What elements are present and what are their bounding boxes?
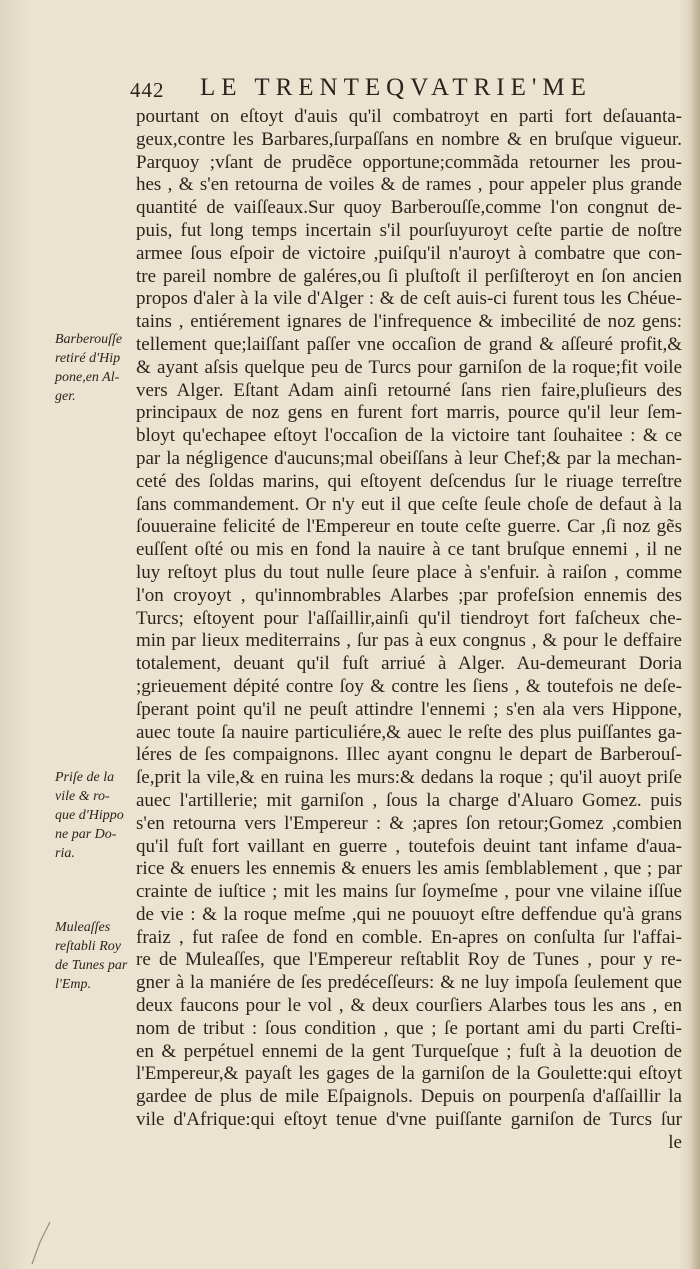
body-line: hes , & s'en retourna de voiles & de rames , pour appeler plus grande	[136, 174, 682, 196]
body-line: en & perpétuel ennemi de la gent Turqueſque ; fuſt à la deuotion de	[136, 1040, 682, 1062]
body-line: qu'il fuſt fort vaillant en guerre , toutefois deuint tant infame d'aua-	[136, 835, 682, 857]
body-line: pourtant on eſtoyt d'auis qu'il combatroyt en parti fort deſauanta-	[136, 106, 682, 127]
body-line: vers Alger. Eſtant Adam ainſi retourné ſans rien faire,pluſieurs des	[136, 379, 682, 401]
body-line: puis, fut long temps incertain s'il pourſuyuroyt ceſte partie de noſtre	[136, 219, 682, 241]
body-line: fraiz , fut raſee de fond en comble. En-apres on conſulta ſur l'affai-	[136, 926, 682, 948]
body-line: euſſent oſté ou mis en fond la nauire à ce tant bruſque ennemi , il ne	[136, 539, 682, 561]
side-note-line: l'Emp.	[55, 977, 92, 992]
body-line: s'en retourna vers l'Empereur : & ;apres ſon retour;Gomez ,combien	[136, 812, 682, 834]
body-line: gardee de plus de mile Eſpaignols. Depuis on pourpenſa d'aſſaillir la	[136, 1086, 682, 1108]
body-line: rice & enuers les ennemis & enuers les amis ſemblablement , que ; par	[136, 858, 682, 880]
side-note-line: pone,en Al-	[55, 370, 120, 385]
body-line: Parquoy ;vſant de prudẽce opportune;commãda retourner les prou-	[136, 151, 682, 173]
side-note-line: ne par Do-	[55, 827, 117, 842]
body-line: tellement que;laiſſant paſſer vne occaſion de grand & aſſeuré profit,&	[136, 333, 682, 355]
body-line: léres de ſes compaignons. Illec ayant congnu le depart de Barberouſ-	[136, 744, 682, 766]
page-corner-fold-mark	[28, 1220, 58, 1265]
body-line: crainte de iuſtice ; mit les mains ſur ſoymeſme , pour vne vilaine iſſue	[136, 881, 682, 903]
body-line: quantité de vaiſſeaux.Sur quoy Barberouſſe,comme l'on congnut de-	[136, 197, 682, 219]
body-line: ſe,prit la vile,& en ruina les murs:& dedans la roque ; qu'il auoyt priſe	[136, 767, 682, 789]
body-line: totalement, deuant qu'il fuſt arriué à Alger. Au-demeurant Doria	[136, 653, 682, 675]
body-line: de vie : & la roque meſme ,qui ne pouuoyt eſtre deffendue qu'à grans	[136, 903, 682, 925]
body-line: re de Muleaſſes, que l'Empereur reſtablit Roy de Tunes , pour y re-	[136, 949, 682, 971]
page-edge-shadow	[690, 0, 700, 1269]
body-text	[136, 106, 682, 1155]
body-line: bloyt qu'echapee eſtoyt l'occaſion de la victoire tant ſouhaitee : & ce	[136, 425, 682, 447]
side-note-prise-hippone	[55, 768, 135, 863]
side-note-line: Priſe de la	[55, 770, 115, 785]
side-note-line: reſtabli Roy	[55, 939, 121, 954]
page-number: 442	[130, 78, 165, 102]
body-line: principaux de noz gens en furent fort marris, pource qu'il leur ſem-	[136, 402, 682, 424]
side-note-line: Barberouſſe	[55, 332, 123, 347]
side-note-line: ria.	[55, 846, 75, 861]
side-note-line: de Tunes par	[55, 958, 128, 973]
body-line: ſperant point qu'il ne peuſt attindre l'ennemi ; s'en ala vers Hippone,	[136, 698, 682, 720]
side-note-line: ger.	[55, 389, 76, 404]
body-line: l'Empereur,& payaſt les gages de la garniſon de la Goulette:qui eſtoyt	[136, 1063, 682, 1085]
side-note-line: Muleaſſes	[55, 920, 111, 935]
body-line: le	[668, 1131, 682, 1153]
body-line: par la négligence d'aucuns;mal obeiſſans à leur Chef;& par la mechan-	[136, 447, 682, 469]
body-line: ſans commandement. Or n'y eut il que ceſte ſeule choſe de defaut à la	[136, 493, 682, 515]
body-line: ;grieuement dépité contre ſoy & contre les ſiens , & toutefois ne deſe-	[136, 675, 682, 697]
body-line: ceté des ſoldas marins, qui eſtoyent deſcendus ſur le riuage terreſtre	[136, 470, 682, 492]
body-line: tre pareil nombre de galéres,ou ſi pluſtoſt il perſiſteroyt en ſon ancien	[136, 265, 682, 287]
body-line: min par lieux mediterrains , ſur pas à eux congnus , & pour le deffaire	[136, 630, 682, 652]
body-line: gner à la maniére de ſes predéceſſeurs: & ne luy impoſa ſeulement que	[136, 972, 682, 994]
body-line: propos d'aler à la vile d'Alger : & de ceſt auis-ci furent tous les Chéue-	[136, 288, 682, 310]
side-note-barberousse	[55, 330, 135, 406]
side-note-line: que d'Hippo	[55, 808, 124, 823]
body-line: auec l'artillerie; mit garniſon , ſous la charge d'Aluaro Gomez. puis	[136, 789, 682, 811]
body-line: & ayant aſsis quelque peu de Turcs pour garniſon de la roque;fit voile	[136, 356, 682, 378]
body-line: deux faucons pour le vol , & deux courſiers Alarbes tous les ans , en	[136, 995, 682, 1017]
body-line: geux,contre les Barbares,ſurpaſſans en nombre & en bruſque vigueur.	[136, 128, 682, 150]
side-note-line: retiré d'Hip	[55, 351, 121, 366]
running-head: LE TRENTEQVATRIE'ME	[200, 74, 592, 101]
body-line: ſouueraine felicité de l'Empereur en toute ceſte guerre. Car ,ſi noz gẽs	[136, 516, 682, 538]
body-line: vile d'Afrique:qui eſtoyt tenue d'vne puiſſante garniſon de Turcs ſur	[136, 1109, 682, 1131]
body-line: l'on croyoyt , qu'innombrables Alarbes ;par profeſsion ennemis des	[136, 584, 682, 606]
body-line: auec toute ſa nauire particuliére,& auec le reſte des plus puiſſantes ga-	[136, 721, 682, 743]
side-note-muleasses	[55, 918, 135, 994]
body-line: armee ſous eſpoir de victoire ,puiſqu'il n'auroyt à combatre que con-	[136, 242, 682, 264]
body-line: tains , entiérement ignares de l'infrequence & imbecilité de noz gens:	[136, 311, 682, 333]
body-line: nom de tribut : ſous condition , que ; ſe portant ami du parti Creſti-	[136, 1017, 682, 1039]
side-note-line: vile & ro-	[55, 789, 110, 804]
body-line: luy reſtoyt plus du tout nulle ſeure place à s'enfuir. à raiſon , comme	[136, 561, 682, 583]
body-line: Turcs; eſtoyent pour l'aſſaillir,ainſi qu'il tiendroyt fort faſcheux che-	[136, 607, 682, 629]
